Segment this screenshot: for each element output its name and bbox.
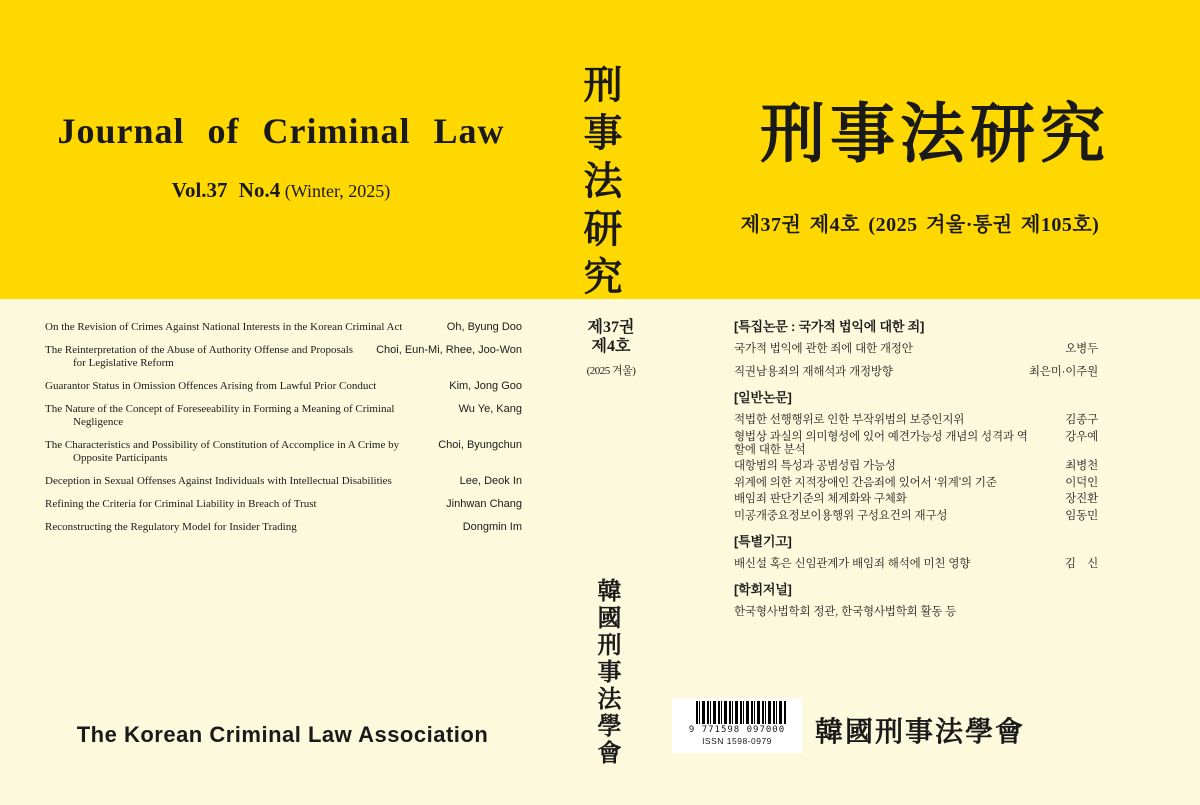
article-author: Choi, Eun-Mi, Rhee, Joo-Won (376, 344, 522, 356)
table-row (45, 403, 522, 429)
section-header: [특별기고] (734, 533, 792, 549)
table-row (45, 475, 522, 488)
barcode-bars-icon (696, 701, 786, 724)
table-row (734, 606, 1098, 619)
article-title: The Characteristics and Possibility of Constitution of Accomplice in A Crime by Opposite Participants (45, 439, 400, 464)
article-title: 직권남용죄의 재해석과 개정방향 (734, 366, 893, 378)
section-header: [학회저널] (734, 581, 792, 597)
back-volume-number: Vol.37 No.4 (171, 178, 281, 202)
barcode-number: 9 771598 097000 (688, 725, 786, 735)
article-author: Lee, Deok In (459, 475, 522, 487)
issn-number: ISSN 1598-0979 (702, 736, 772, 746)
article-title: Deception in Sexual Offenses Against Individuals with Intellectual Disabilities (45, 475, 392, 487)
spine-volume: 제37권 (587, 319, 635, 336)
spine-association-vertical-cjk: 韓國刑事法學會 (593, 578, 619, 767)
spine-issue-number: 제4호 (591, 338, 631, 355)
table-row (734, 477, 1098, 490)
article-title: 위계에 의한 지적장애인 간음죄에 있어서 ‘위계’의 기준 (734, 476, 997, 489)
article-title: 미공개중요정보이용행위 구성요건의 재구성 (734, 509, 948, 522)
article-author: Kim, Jong Goo (449, 380, 522, 392)
front-cover-title-cjk: 刑事法研究 (759, 96, 1110, 172)
toc-section-society-journal (734, 582, 1098, 619)
table-row (734, 414, 1098, 427)
table-row (734, 431, 1098, 457)
section-header: [특집논문 : 국가적 법익에 대한 죄] (734, 319, 925, 334)
article-author: 임동민 (1065, 509, 1098, 522)
association-name-cjk: 韓國刑事法學會 (814, 717, 1025, 748)
back-cover-issue-line (40, 178, 522, 203)
section-header: [일반논문] (734, 390, 792, 405)
table-row (45, 498, 522, 511)
table-row (45, 439, 522, 465)
toc-section-general-articles (734, 390, 1098, 523)
spine-season: (2025 겨울) (586, 365, 636, 377)
back-season: (Winter, 2025) (280, 181, 391, 201)
spine-issue-block (557, 318, 665, 378)
article-author: 최병천 (1065, 460, 1098, 472)
toc-section-special-feature (734, 319, 1098, 379)
article-title: Refining the Criteria for Criminal Liability in Breach of Trust (45, 498, 317, 510)
table-row (45, 521, 522, 534)
spine-title-vertical-cjk: 刑事法研究 (577, 64, 623, 304)
article-author: Oh, Byung Doo (446, 321, 522, 333)
article-title: 한국형사법학회 정관, 한국형사법학회 활동 등 (734, 605, 957, 618)
article-author: 강우예 (1065, 430, 1098, 443)
table-row (734, 343, 1098, 356)
article-title: On the Revision of Crimes Against National Interests in the Korean Criminal Act (45, 321, 403, 333)
article-title: 배신설 혹은 신임관계가 배임죄 해석에 미친 영향 (734, 557, 971, 570)
english-table-of-contents (45, 321, 522, 544)
table-row (45, 321, 522, 334)
article-title: The Reinterpretation of the Abuse of Authority Offense and Proposals for Legislative Reform (45, 344, 354, 369)
article-author: Jinhwan Chang (446, 498, 522, 510)
article-title: Reconstructing the Regulatory Model for Insider Trading (45, 521, 297, 533)
article-title: 배임죄 판단기준의 체계화와 구체화 (734, 493, 907, 505)
table-row (45, 344, 522, 370)
korean-table-of-contents (734, 319, 1098, 630)
article-author: 김종구 (1065, 414, 1098, 426)
table-row (734, 460, 1098, 473)
article-author: 김 신 (1064, 557, 1098, 570)
table-row (45, 380, 522, 393)
article-title: 대항범의 특성과 공범성립 가능성 (734, 460, 896, 472)
article-author: Wu Ye, Kang (458, 403, 522, 415)
article-author: Choi, Byungchun (438, 439, 522, 451)
article-author: 오병두 (1065, 343, 1098, 355)
article-title: The Nature of the Concept of Foreseeability in Forming a Meaning of Criminal Negligence (45, 403, 395, 428)
front-cover-issue-line: 제37권 제4호 (2025 겨울·통권 제105호) (740, 214, 1100, 236)
article-title: Guarantor Status in Omission Offences Arising from Lawful Prior Conduct (45, 380, 377, 392)
article-author: Dongmin Im (462, 521, 522, 533)
association-name-english: The Korean Criminal Law Association (76, 722, 489, 747)
article-author: 이덕인 (1065, 476, 1098, 489)
issn-barcode (672, 698, 802, 753)
article-title: 적법한 선행행위로 인한 부작위범의 보증인지위 (734, 414, 965, 426)
table-row (734, 558, 1098, 571)
table-row (734, 493, 1098, 506)
table-row (734, 366, 1098, 379)
article-title: 형법상 과실의 의미형성에 있어 예견가능성 개념의 성격과 역할에 대한 분석 (734, 430, 1028, 456)
article-title: 국가적 법익에 관한 죄에 대한 개정안 (734, 343, 913, 355)
table-row (734, 510, 1098, 523)
article-author: 최은미·이주원 (1028, 366, 1098, 378)
article-author: 장진환 (1065, 493, 1098, 505)
back-cover-title: Journal of Criminal Law (57, 111, 505, 151)
toc-section-special-contribution (734, 534, 1098, 571)
